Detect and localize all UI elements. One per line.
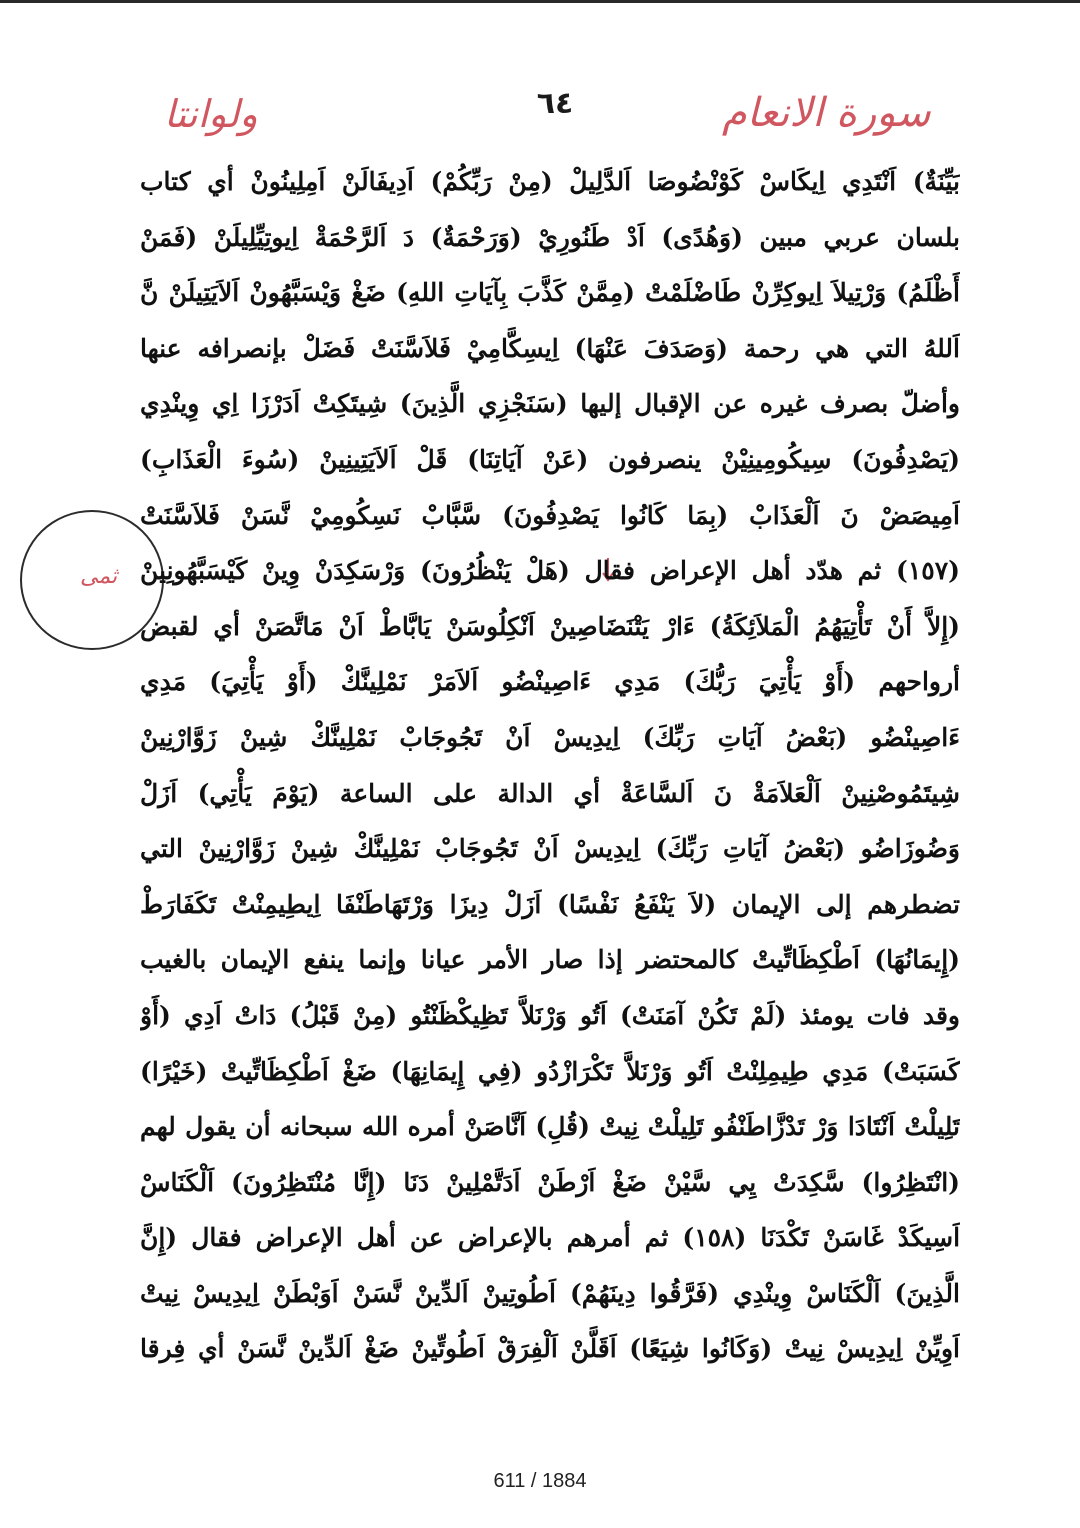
body-text — [140, 154, 960, 1377]
text-line: أرواحهم (أَوْ يَأْتِيَ رَبُّكَ) مَدِي ءَاصِينْضُو اَلاَمَرْ نَمْلِينَّكْ (أَوْ يَأْتِيَ) مَدِي — [140, 667, 960, 697]
text-line: وأضلّ بصرف غيره عن الإقبال إليها (سَنَجْزِي الَّذِينَ) شِيتَكِتْ اَدَرْزَا اِي وِينْدِي — [140, 389, 960, 419]
text-line: (انْتَظِرُوا) سَّكِدَتْ يِي سَّيْنْ ضَغْ اَرْطَنْ اَدَتَّمْلِينْ دَنَا (إِنَّا مُنْتَظِرُونَ) اَلْكَنَاسْ — [140, 1167, 960, 1197]
text-line: تضطرهم إلى الإيمان (لاَ يَنْفَعُ نَفْسًا) اَزَلْ دِيزَا وَرْتَهَاطَنْفَا اِيطِيمِنْتْ تَكَفَارَطْ — [140, 889, 960, 919]
text-line: اَمِيصَضْ نَ اَلْعَذَابْ (بِمَا كَانُوا يَصْدِفُونَ) سَّبَّابْ نَسِكُومِيْ نَّسَنْ فَلاَسَّنَتْ — [140, 500, 960, 530]
handwritten-margin-note: ثمی — [80, 564, 118, 589]
text-line: اَوِيِّنْ اِيدِيسْ نِيتْ (وَكَانُوا شِيَعًا) اَقَلَّنْ اَلْفِرَقْ اَطُوتِّينْ ضَغْ اَلدِّينْ نَّسَنْ أي فِرقا — [140, 1334, 960, 1364]
text-line: وقد فات يومئذ (لَمْ تَكُنْ آمَنَتْ) اَتُو وَرْنَلاَّ تَظِيكْظَنْتُو (مِنْ قَبْلُ) دَاتْ اَدِي (أَوْ — [140, 1000, 960, 1030]
text-line: (١٥٧) ثم هدّد أهل الإعراض فقال (هَلْ يَنْظُرُونَ) وَرْسَكِدَنْ وِينْ كَيْسَبَّهُونِينْ — [140, 556, 960, 586]
text-line: أَظْلَمُ) وَرْتِيلاَ اِيوكِرِّنْ طَاضْلَمْتْ (مِمَّنْ كَذَّبَ بِآيَاتِ اللهِ) ضَغْ وَيْسَبَّهُونْ اَلاَيَتِيلَنْ نَّ — [140, 278, 960, 308]
text-line: (إِيمَانُهَا) اَطْكِظَاتِّيتْ كالمحتضر إذا صار الأمر عيانا وإنما ينفع الإيمان بالغيب — [140, 945, 960, 975]
text-line: اَللهُ التي هي رحمة (وَصَدَفَ عَنْهَا) اِيسِكَّامِيْ فَلاَسَّنَتْ فَضَلْ بإنصرافه عنها — [140, 333, 960, 363]
text-line: تَلِيلْتْ اَنْتَادَا وَرْ تَدْزَّاطَنْفُو تَلِيلْتْ نِيتْ (قُلِ) اَنَّاصَنْ أمره الله سبحانه أن يقول لهم — [140, 1112, 960, 1142]
text-line: ءَاصِينْضُو (بَعْضُ آيَاتِ رَبِّكَ) اِيدِيسْ اَنْ تَجُوجَابْ نَمْلِينَّكْ شِينْ زَوَّارْنِينْ — [140, 722, 960, 752]
text-line: وَضُوزَاضُو (بَعْضُ آيَاتِ رَبِّكَ) اِيدِيسْ اَنْ تَجُوجَابْ نَمْلِينَّكْ شِينْ زَوَّارْنِينْ التي — [140, 834, 960, 864]
text-line: (يَصْدِفُونَ) سِيكُومِينِيْنْ ينصرفون (عَنْ آيَاتِنَا) قَلْ اَلاَيَتِينِينْ (سُوءَ الْعَذَابِ) — [140, 444, 960, 474]
handwritten-header-left: ولوانتا — [164, 92, 258, 136]
text-line: شِيتَمُوصْنِينْ اَلْعَلاَمَةْ نَ اَلسَّاعَةْ أي الدالة على الساعة (يَوْمَ يَأْتِي) اَزَلْ — [140, 778, 960, 808]
text-line: بلسان عربي مبين (وَهُدًى) اَدْ طَنُورِيْ (وَرَحْمَةٌ) دَ اَلرَّحْمَةْ اِيوتِيِّلِيلَنْ (فَمَنْ — [140, 222, 960, 252]
text-line: كَسَبَتْ) مَدِي طِيمِلِنْتْ اَتُو وَرْنَلاَّ تَكْرَازْدُو (فِي إِيمَانِهَا) ضَغْ اَطْكِظَاتِّيتْ (خَيْرًا) — [140, 1056, 960, 1086]
text-line: الَّذِينَ) اَلْكَنَاسْ وِينْدِي (فَرَّقُوا دِينَهُمْ) اَطُوتِينْ اَلدِّينْ نَّسَنْ اَوَبْطَنْ اِيدِيسْ نِيتْ — [140, 1278, 960, 1308]
page-counter: 611 / 1884 — [493, 1470, 587, 1492]
page-top-edge — [0, 0, 1080, 3]
text-line: بَيِّنَةٌ) اَنْتَدِي اِيكَاسْ كَوْنْضُوصَا اَلدَّلِيلْ (مِنْ رَبِّكُمْ) اَدِيفَالَنْ اَمِلِينُونْ أي كتاب — [140, 167, 960, 196]
text-line: (إِلاَّ أَنْ تَأْتِيَهُمُ الْمَلاَئِكَةُ) ءَارْ يَتْنَضَاصِينْ اَنْكِلُوسَنْ يَابَّاطْ اَنْ مَاتَّصَنْ أي لقبض — [140, 611, 960, 641]
text-line: اَسِيكَدْ غَاسَنْ تَكْدَنَا (١٥٨) ثم أمرهم بالإعراض عن أهل الإعراض فقال (إِنَّ — [140, 1223, 960, 1253]
handwritten-surah-title: سورة الانعام — [722, 90, 931, 136]
page-number: ٦٤ — [536, 86, 574, 121]
